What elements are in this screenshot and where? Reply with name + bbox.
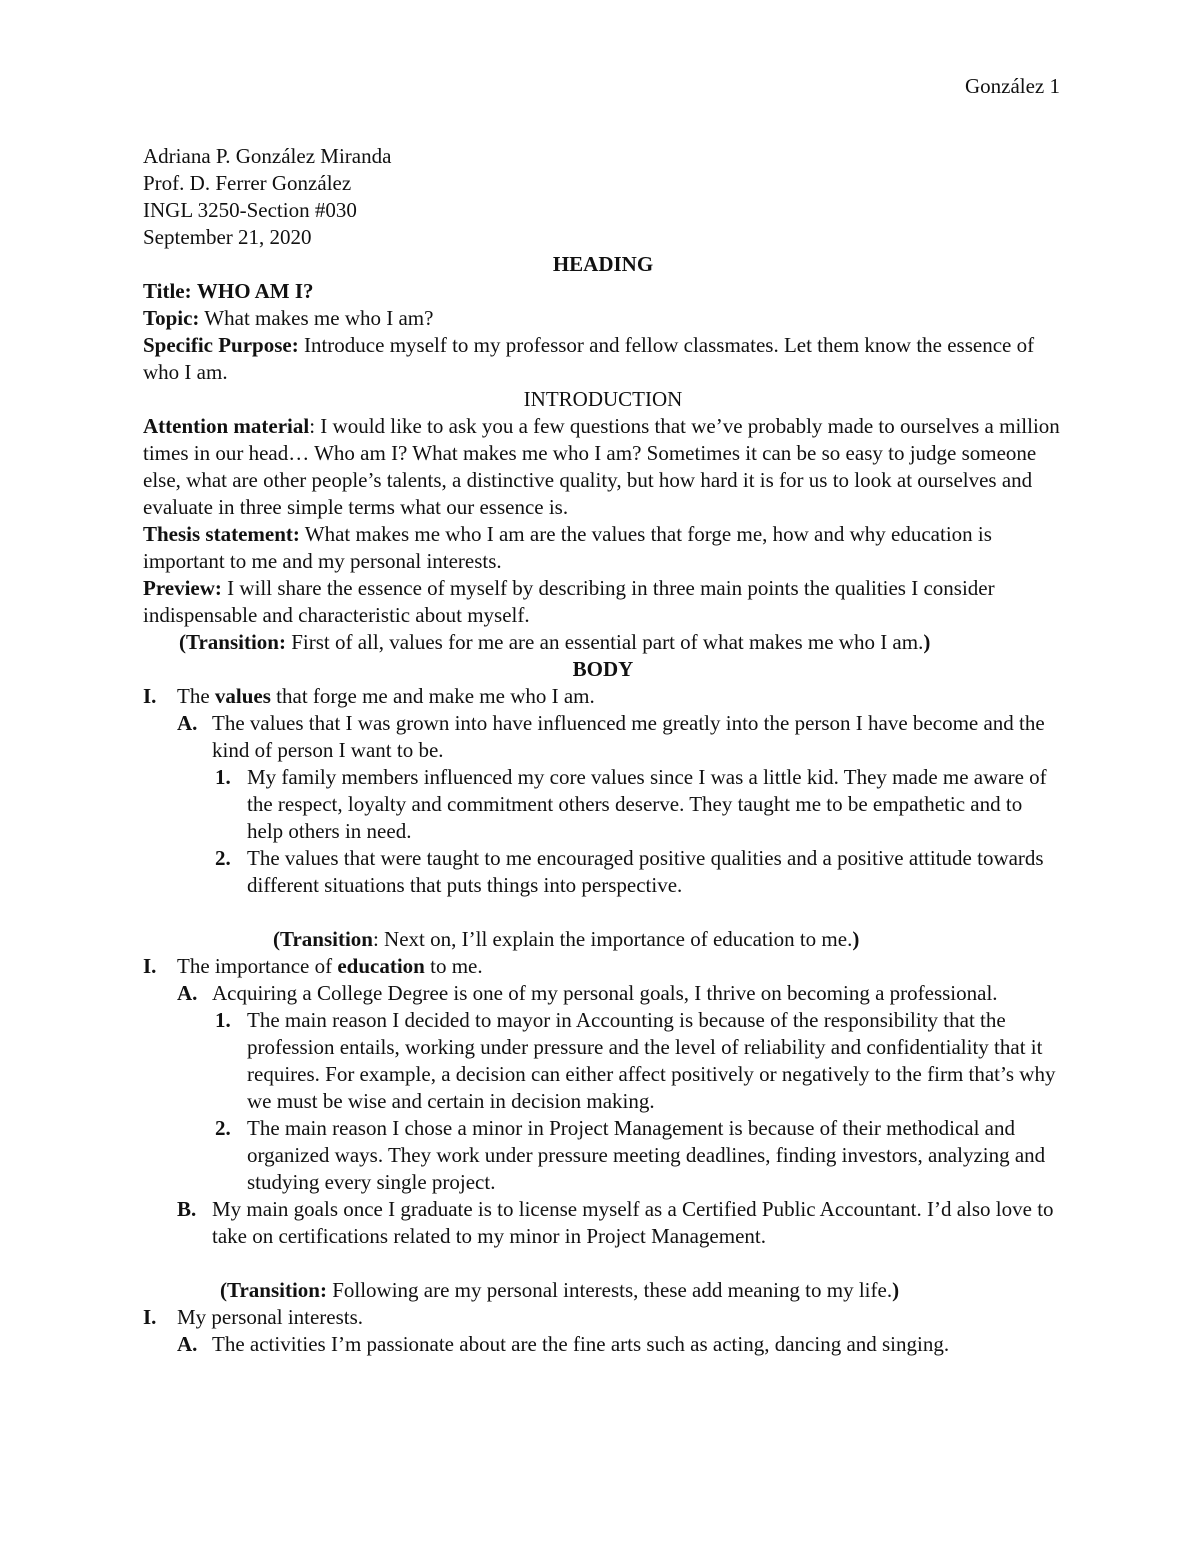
point-text: The importance of	[177, 954, 338, 978]
transition-close: )	[923, 630, 931, 654]
purpose-line	[143, 332, 1063, 386]
outline-number: 2.	[215, 846, 231, 870]
transition-text: First of all, values for me are an essential part of what makes me who I am.	[285, 630, 924, 654]
subsubpoint-text: The values that were taught to me encouraged positive qualities and a positive attitude towards different situations that puts things into perspective.	[247, 846, 1044, 897]
subsubpoint-2	[143, 845, 1063, 899]
transition-label: (Transition	[273, 927, 373, 951]
spacer	[143, 899, 1063, 926]
title-line	[143, 278, 1063, 305]
outline-number: 1.	[215, 765, 231, 789]
subpoint-b	[143, 1196, 1063, 1250]
section-heading-heading: HEADING	[552, 252, 654, 276]
student-name: Adriana P. González Miranda	[143, 144, 392, 168]
subpoint-text: My main goals once I graduate is to license myself as a Certified Public Accountant. I’d also love to take on certifications related to my minor in Project Management.	[212, 1197, 1054, 1248]
preview-value: I will share the essence of myself by describing in three main points the qualities I consider indispensable and characteristic about myself.	[143, 576, 995, 627]
main-point-values	[143, 683, 1063, 710]
spacer	[143, 1250, 1063, 1277]
attention-paragraph	[143, 413, 1063, 521]
subpoint-text: The values that I was grown into have influenced me greatly into the person I have become and the kind of person I want to be.	[212, 711, 1045, 762]
subsubpoint-text: The main reason I chose a minor in Project Management is because of their methodical and organized ways. They work under pressure meeting deadlines, finding investors, analyzing and studying every single project.	[247, 1116, 1046, 1194]
point-text: My personal interests.	[177, 1305, 364, 1329]
thesis-label: Thesis statement:	[143, 522, 300, 546]
subsubpoint-text: My family members influenced my core values since I was a little kid. They made me aware of the respect, loyalty and commitment others deserve. They taught me to be empathetic and to help others in need.	[247, 765, 1047, 843]
thesis-value: What makes me who I am are the values that forge me, how and why education is important to me and my personal interests.	[143, 522, 992, 573]
subsubpoint-1	[143, 764, 1063, 845]
section-heading-introduction: INTRODUCTION	[523, 387, 683, 411]
preview-label: Preview:	[143, 576, 222, 600]
outline-number: I.	[143, 1305, 157, 1329]
purpose-value: Introduce myself to my professor and fellow classmates. Let them know the essence of who I am.	[143, 333, 1035, 384]
document-body	[143, 143, 1063, 1358]
subsubpoint-text: The main reason I decided to mayor in Accounting is because of the responsibility that the profession entails, working under pressure and the level of reliability and confidentiality that it requires. For example, a decision can either affect positively or negatively to the firm that’s why we must be wise and certain in decision making.	[247, 1008, 1056, 1113]
subpoint-a	[143, 1331, 1063, 1358]
attention-label: Attention material	[143, 414, 310, 438]
attention-value: : I would like to ask you a few questions that we’ve probably made to ourselves a million times in our head… Who am I? What makes me who I am? Sometimes it can be so easy to judge someone else, what are other people’s talents, a distinctive quality, but how hard it is for us to look at ourselves and evaluate in three simple terms what our essence is.	[143, 414, 1060, 519]
transition-text: : Next on, I’ll explain the importance of education to me.	[372, 927, 853, 951]
page-header: González 1	[964, 74, 1060, 98]
outline-letter: B.	[177, 1197, 197, 1221]
subpoint-a	[143, 980, 1063, 1007]
outline-number: I.	[143, 684, 157, 708]
outline-letter: A.	[177, 711, 198, 735]
section-heading-body: BODY	[572, 657, 634, 681]
subsubpoint-2	[143, 1115, 1063, 1196]
transition-label: (Transition:	[220, 1278, 327, 1302]
outline-number: I.	[143, 954, 157, 978]
title-value: WHO AM I?	[196, 279, 314, 303]
title-label: Title:	[143, 279, 192, 303]
main-point-education	[143, 953, 1063, 980]
subpoint-a	[143, 710, 1063, 764]
point-text: that forge me and make me who I am.	[270, 684, 595, 708]
transition-close: )	[892, 1278, 900, 1302]
outline-letter: A.	[177, 1332, 198, 1356]
subpoint-text: Acquiring a College Degree is one of my personal goals, I thrive on becoming a professional.	[212, 981, 998, 1005]
point-text: to me.	[424, 954, 483, 978]
main-point-interests	[143, 1304, 1063, 1331]
subpoint-text: The activities I’m passionate about are the fine arts such as acting, dancing and singing.	[212, 1332, 950, 1356]
point-keyword: values	[214, 684, 271, 708]
topic-label: Topic:	[143, 306, 200, 330]
thesis-paragraph	[143, 521, 1063, 575]
subsubpoint-1	[143, 1007, 1063, 1115]
topic-value: What makes me who I am?	[204, 306, 434, 330]
transition-text: Following are my personal interests, these add meaning to my life.	[326, 1278, 893, 1302]
outline-number: 2.	[215, 1116, 231, 1140]
point-text: The	[177, 684, 215, 708]
transition-3	[143, 1277, 1063, 1304]
transition-label: (Transition:	[179, 630, 286, 654]
preview-paragraph	[143, 575, 1063, 629]
professor-name: Prof. D. Ferrer González	[143, 171, 352, 195]
outline-number: 1.	[215, 1008, 231, 1032]
course-section: INGL 3250-Section #030	[143, 198, 357, 222]
outline-letter: A.	[177, 981, 198, 1005]
topic-line	[143, 305, 1063, 332]
transition-close: )	[852, 927, 860, 951]
transition-1	[143, 629, 1063, 656]
transition-2	[143, 926, 1063, 953]
document-date: September 21, 2020	[143, 225, 312, 249]
point-keyword: education	[337, 954, 425, 978]
purpose-label: Specific Purpose:	[143, 333, 299, 357]
